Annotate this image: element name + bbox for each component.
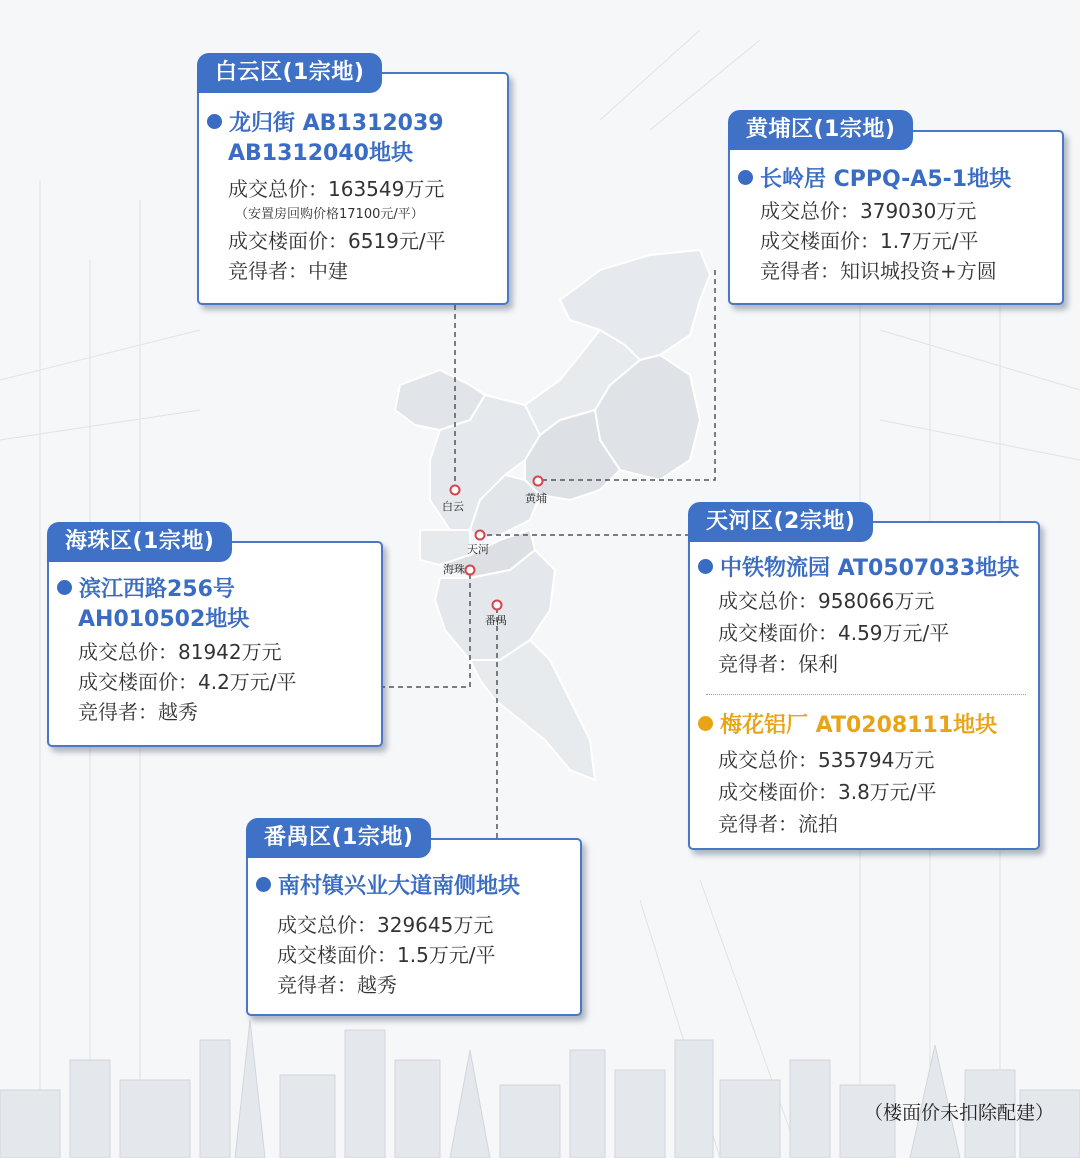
tianhe-plot-2-total-price: 成交总价：535794万元 bbox=[718, 748, 935, 772]
huangpu-tab: 黄埔区(1宗地) bbox=[728, 110, 913, 150]
panyu-plot-title: 南村镇兴业大道南侧地块 bbox=[256, 871, 520, 902]
bullet-dot-icon bbox=[698, 716, 713, 731]
tianhe-card bbox=[688, 521, 1040, 850]
bullet-dot-icon bbox=[256, 877, 271, 892]
region-nansha bbox=[470, 640, 595, 780]
map-label-huangpu: 黄埔 bbox=[525, 492, 547, 505]
baiyun-total-price: 成交总价：163549万元 bbox=[228, 177, 445, 201]
huangpu-winner: 竞得者：知识城投资+方圆 bbox=[760, 259, 997, 283]
baiyun-tab: 白云区(1宗地) bbox=[197, 53, 382, 93]
haizhu-tab: 海珠区(1宗地) bbox=[47, 522, 232, 562]
map-label-baiyun: 白云 bbox=[442, 500, 464, 513]
bullet-dot-icon bbox=[738, 170, 753, 185]
footnote: （楼面价未扣除配建） bbox=[863, 1102, 1054, 1124]
bullet-dot-icon bbox=[57, 580, 72, 595]
tianhe-plot-1-winner: 竞得者：保利 bbox=[718, 652, 838, 676]
tianhe-plot-2-floor-price: 成交楼面价：3.8万元/平 bbox=[718, 780, 937, 804]
tianhe-plot-2-title: 梅花铝厂 AT0208111地块 bbox=[698, 710, 997, 741]
baiyun-plot-title-2: AB1312040地块 bbox=[228, 141, 413, 166]
baiyun-plot-title: 龙归街 AB1312039 bbox=[207, 108, 444, 139]
baiyun-note: （安置房回购价格17100元/平） bbox=[235, 207, 424, 222]
panyu-tab: 番禺区(1宗地) bbox=[246, 818, 431, 858]
panyu-winner: 竞得者：越秀 bbox=[277, 973, 397, 997]
huangpu-floor-price: 成交楼面价：1.7万元/平 bbox=[760, 229, 979, 253]
tianhe-tab: 天河区(2宗地) bbox=[688, 502, 873, 542]
bullet-dot-icon bbox=[698, 559, 713, 574]
haizhu-winner: 竞得者：越秀 bbox=[78, 700, 198, 724]
huangpu-card bbox=[728, 130, 1064, 305]
tianhe-plot-1-floor-price: 成交楼面价：4.59万元/平 bbox=[718, 621, 950, 645]
huangpu-total-price: 成交总价：379030万元 bbox=[760, 199, 977, 223]
haizhu-plot-title: 滨江西路256号 bbox=[57, 574, 235, 605]
map-label-haizhu: 海珠 bbox=[443, 563, 465, 576]
baiyun-winner: 竞得者：中建 bbox=[228, 259, 348, 283]
map-label-tianhe: 天河 bbox=[467, 543, 489, 556]
tianhe-plot-2-winner: 竞得者：流拍 bbox=[718, 812, 838, 836]
baiyun-card bbox=[197, 72, 509, 305]
tianhe-plot-1-title: 中铁物流园 AT0507033地块 bbox=[698, 553, 1019, 584]
huangpu-plot-title: 长岭居 CPPQ-A5-1地块 bbox=[738, 164, 1011, 195]
region-conghua bbox=[560, 250, 710, 360]
haizhu-plot-title-2: AH010502地块 bbox=[78, 607, 250, 632]
panyu-total-price: 成交总价：329645万元 bbox=[277, 913, 494, 937]
separator bbox=[706, 694, 1026, 695]
panyu-floor-price: 成交楼面价：1.5万元/平 bbox=[277, 943, 496, 967]
skyline bbox=[0, 1020, 1080, 1158]
haizhu-total-price: 成交总价：81942万元 bbox=[78, 640, 282, 664]
panyu-card bbox=[246, 838, 582, 1016]
haizhu-floor-price: 成交楼面价：4.2万元/平 bbox=[78, 670, 297, 694]
bullet-dot-icon bbox=[207, 114, 222, 129]
guangzhou-map bbox=[395, 250, 710, 780]
baiyun-floor-price: 成交楼面价：6519元/平 bbox=[228, 229, 446, 253]
tianhe-plot-1-total-price: 成交总价：958066万元 bbox=[718, 589, 935, 613]
haizhu-card bbox=[47, 541, 383, 747]
map-label-panyu: 番禺 bbox=[485, 614, 507, 627]
